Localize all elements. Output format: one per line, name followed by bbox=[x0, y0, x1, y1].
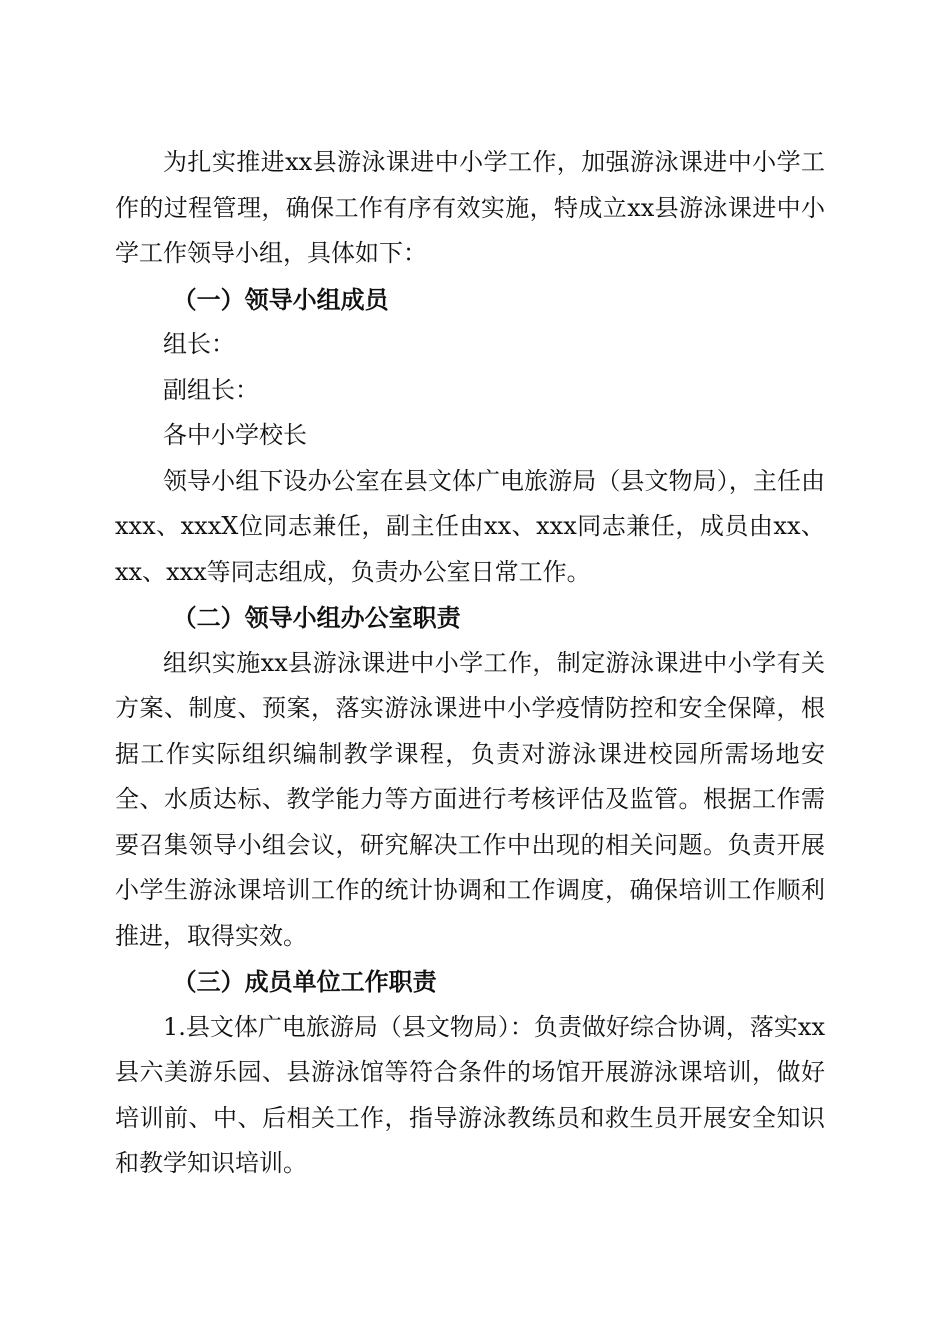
office-paragraph: 领导小组下设办公室在县文体广电旅游局（县文物局），主任由xxx、xxxX位同志兼任，副主任由xx、xxx同志兼任，成员由xx、xx、xxx等同志组成，负责办公室日常工作。 bbox=[115, 466, 825, 586]
leader-line: 组长： bbox=[163, 330, 235, 358]
principals-line: 各中小学校长 bbox=[163, 421, 307, 449]
office-duties-paragraph: 组织实施xx县游泳课进中小学工作，制定游泳课进中小学有关方案、制度、预案，落实游泳课进中小学疫情防控和安全保障，根据工作实际组织编制教学课程，负责对游泳课进校园所需场地安全、水质达标、教学能力等方面进行考核评估及监管。根据工作需要召集领导小组会议，研究解决工作中出现的相关问题。负责开展小学生游泳课培训工作的统计协调和工作调度，确保培训工作顺利推进，取得实效。 bbox=[115, 648, 825, 950]
section-heading-leadership-members: （一）领导小组成员 bbox=[172, 284, 389, 314]
deputy-leader-line: 副组长： bbox=[163, 375, 259, 404]
document-body bbox=[115, 140, 825, 1187]
member-duty-1-paragraph: 1.县文体广电旅游局（县文物局）：负责做好综合协调，落实xx县六美游乐园、县游泳馆等符合条件的场馆开展游泳课培训，做好培训前、中、后相关工作，指导游泳教练员和救生员开展安全知识和教学知识培训。 bbox=[115, 1012, 825, 1177]
intro-paragraph: 为扎实推进xx县游泳课进中小学工作，加强游泳课进中小学工作的过程管理，确保工作有序有效实施，特成立xx县游泳课进中小学工作领导小组，具体如下： bbox=[115, 148, 825, 267]
section-heading-member-duties: （三）成员单位工作职责 bbox=[172, 967, 437, 996]
section-heading-office-duties: （二）领导小组办公室职责 bbox=[172, 603, 461, 632]
